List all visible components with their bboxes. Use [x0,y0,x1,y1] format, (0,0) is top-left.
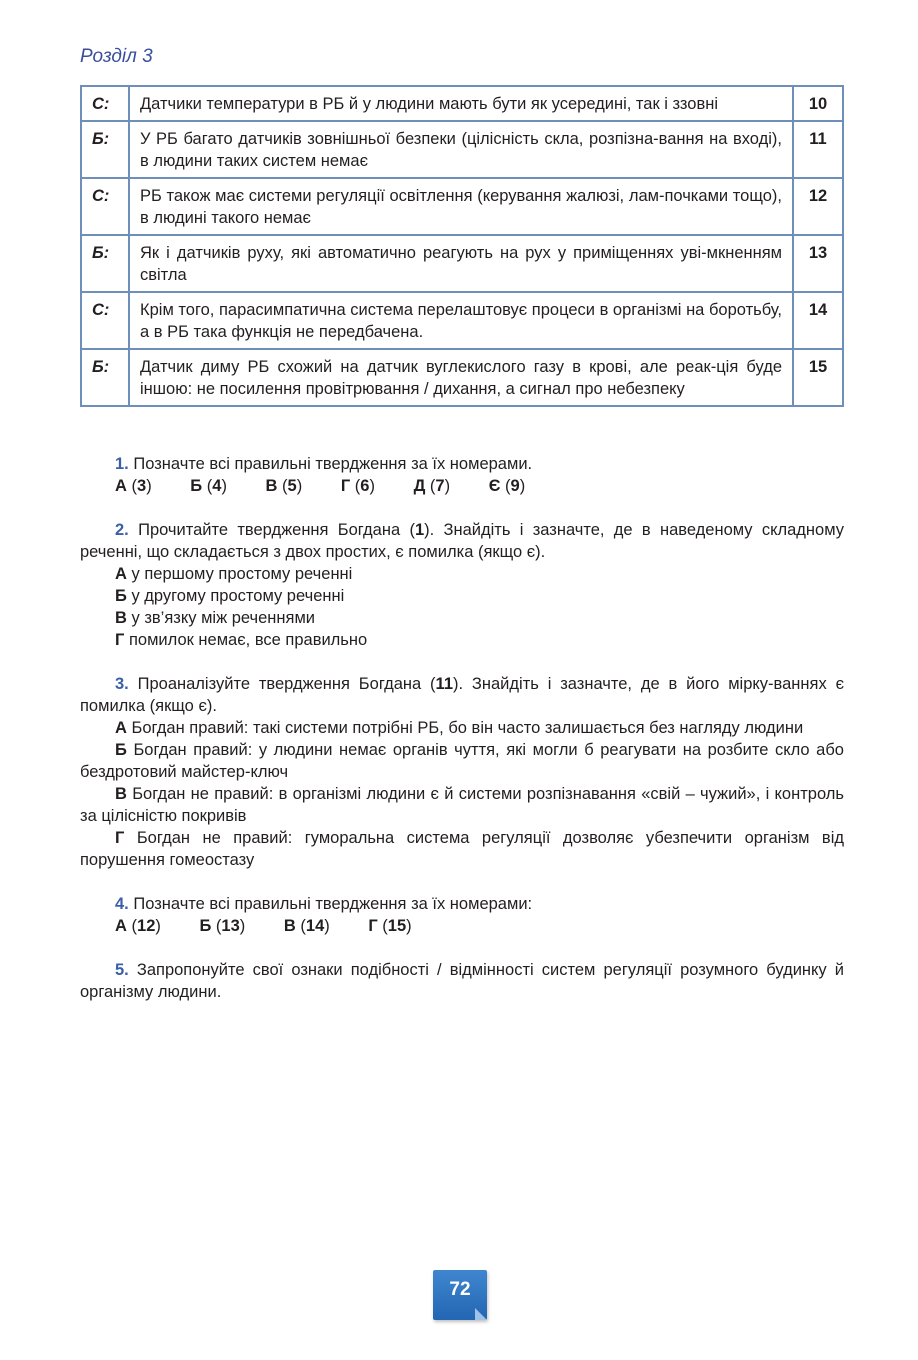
table-row [81,349,843,406]
option-value: 15 [387,917,407,935]
option-text: у першому простому реченні [131,565,353,583]
option-letter: В [115,609,127,627]
answer-option[interactable] [80,563,844,585]
option-letter: В [283,917,296,935]
question-2-prompt [80,519,844,563]
option-letter: Є [488,477,501,495]
statement-cell: Як і датчиків руху, які автоматично реагують на рух у приміщеннях уві-мкненням світла [129,235,793,292]
option-letter: Г [340,477,351,495]
page-curl-icon [475,1308,487,1320]
table-row [81,121,843,178]
question-number: 5. [115,961,129,979]
option-letter: Г [115,631,125,649]
answer-option[interactable]: Б (13) [199,917,246,935]
question-number: 1. [115,455,129,473]
question-text: Запропонуйте свої ознаки подібності / відмінності систем регуляції розумного будинку й організму людини. [80,961,844,1001]
question-number: 3. [115,675,129,693]
option-text: у другому простому реченні [131,587,345,605]
statement-reference: 1 [414,521,425,539]
question-text: Позначте всі правильні твердження за їх номерами: [133,895,533,913]
option-letter: Г [115,829,125,847]
statement-number: 15 [793,349,843,406]
option-letter: В [265,477,278,495]
speaker-cell: Б: [81,235,129,292]
option-letter: Д [413,477,426,495]
option-value: 4 [212,477,222,495]
table-row [81,178,843,235]
answer-option[interactable]: Г (15) [368,917,412,935]
answer-option[interactable] [80,783,844,827]
option-letter: А [115,719,127,737]
answer-option[interactable] [80,607,844,629]
question-text: Позначте всі правильні твердження за їх номерами. [133,455,533,473]
option-letter: Г [368,917,378,935]
table-row [81,292,843,349]
option-value: 7 [435,477,445,495]
question-text: Проаналізуйте твердження Богдана ( [137,675,436,693]
question-number: 2. [115,521,129,539]
option-letter: Б [199,917,212,935]
statement-number: 10 [793,86,843,121]
question-text: ). Знайдіть і зазначте, де в наведеному складному реченні, що складається з двох простих, є помилка (якщо є). [80,521,844,561]
statement-cell: Датчики температури в РБ й у людини мають бути як усередині, так і ззовні [129,86,793,121]
answer-option[interactable]: Д (7) [413,477,451,495]
option-value: 5 [287,477,297,495]
section-title: Розділ 3 [80,46,153,67]
dialog-table [80,85,844,407]
question-4 [80,893,844,937]
answer-option[interactable]: В (5) [265,477,303,495]
statement-number: 11 [793,121,843,178]
question-text: Прочитайте твердження Богдана ( [138,521,415,539]
statement-cell: У РБ багато датчиків зовнішньої безпеки (цілісність скла, розпізна-вання на вході), в людини таких систем немає [129,121,793,178]
table-row [81,86,843,121]
answer-option[interactable]: А (3) [115,477,152,495]
answer-options [80,475,844,497]
option-text: помилок немає, все правильно [128,631,368,649]
answer-option[interactable] [80,585,844,607]
option-value: 3 [137,477,147,495]
option-value: 13 [221,917,240,935]
answer-option[interactable]: Г (6) [340,477,375,495]
statement-number: 12 [793,178,843,235]
question-text: ). Знайдіть і зазначте, де в його мірку-ваннях є помилка (якщо є). [80,675,844,715]
questions-block [80,453,844,1025]
statement-cell: РБ також має системи регуляції освітлення (керування жалюзі, лам-почками тощо), в людині такого немає [129,178,793,235]
question-number: 4. [115,895,129,913]
speaker-cell: С: [81,178,129,235]
answer-option[interactable] [80,739,844,783]
answer-option[interactable]: В (14) [283,917,330,935]
option-value: 12 [137,917,156,935]
speaker-cell: С: [81,292,129,349]
answer-option[interactable] [80,717,844,739]
answer-option[interactable] [80,629,844,651]
table-row [81,235,843,292]
answer-option[interactable] [80,827,844,871]
option-letter: А [115,477,127,495]
speaker-cell: С: [81,86,129,121]
answer-option[interactable]: Є (9) [488,477,526,495]
option-letter: А [115,565,127,583]
answer-option[interactable]: Б (4) [190,477,227,495]
page-number: 72 [449,1279,471,1300]
question-2 [80,519,844,651]
option-text: Богдан правий: у людини немає органів чуття, які могли б реагувати на розбите скло або бездротовий майстер-ключ [80,741,844,781]
answer-options [80,915,844,937]
page-number-badge [433,1270,487,1320]
question-5-prompt [80,959,844,1003]
question-1 [80,453,844,497]
question-5 [80,959,844,1003]
speaker-cell: Б: [81,121,129,178]
statement-cell: Крім того, парасимпатична система перелаштовує процеси в організмі на боротьбу, а в РБ така функція не передбачена. [129,292,793,349]
option-letter: А [115,917,127,935]
statement-number: 13 [793,235,843,292]
question-4-prompt [80,893,844,915]
statement-cell: Датчик диму РБ схожий на датчик вуглекислого газу в крові, але реак-ція буде іншою: не посилення провітрювання / дихання, а сигнал про небезпеку [129,349,793,406]
option-text: у зв’язку між реченнями [131,609,316,627]
option-value: 9 [510,477,520,495]
option-text: Богдан правий: такі системи потрібні РБ, бо він часто залишається без нагляду людини [131,719,804,737]
option-letter: Б [190,477,203,495]
option-letter: Б [115,741,127,759]
speaker-cell: Б: [81,349,129,406]
question-3 [80,673,844,871]
question-3-prompt [80,673,844,717]
option-text: Богдан не правий: в організмі людини є й системи розпізнавання «свій – чужий», і контроль за цілісністю покривів [80,785,844,825]
option-value: 14 [305,917,325,935]
question-1-prompt [80,453,844,475]
option-letter: В [115,785,127,803]
statement-reference: 11 [435,675,453,693]
answer-option[interactable]: А (12) [115,917,161,935]
statement-number: 14 [793,292,843,349]
option-value: 6 [360,477,370,495]
option-text: Богдан не правий: гуморальна система регуляції дозволяє убезпечити організм від порушення гомеостазу [80,829,844,869]
option-letter: Б [115,587,127,605]
